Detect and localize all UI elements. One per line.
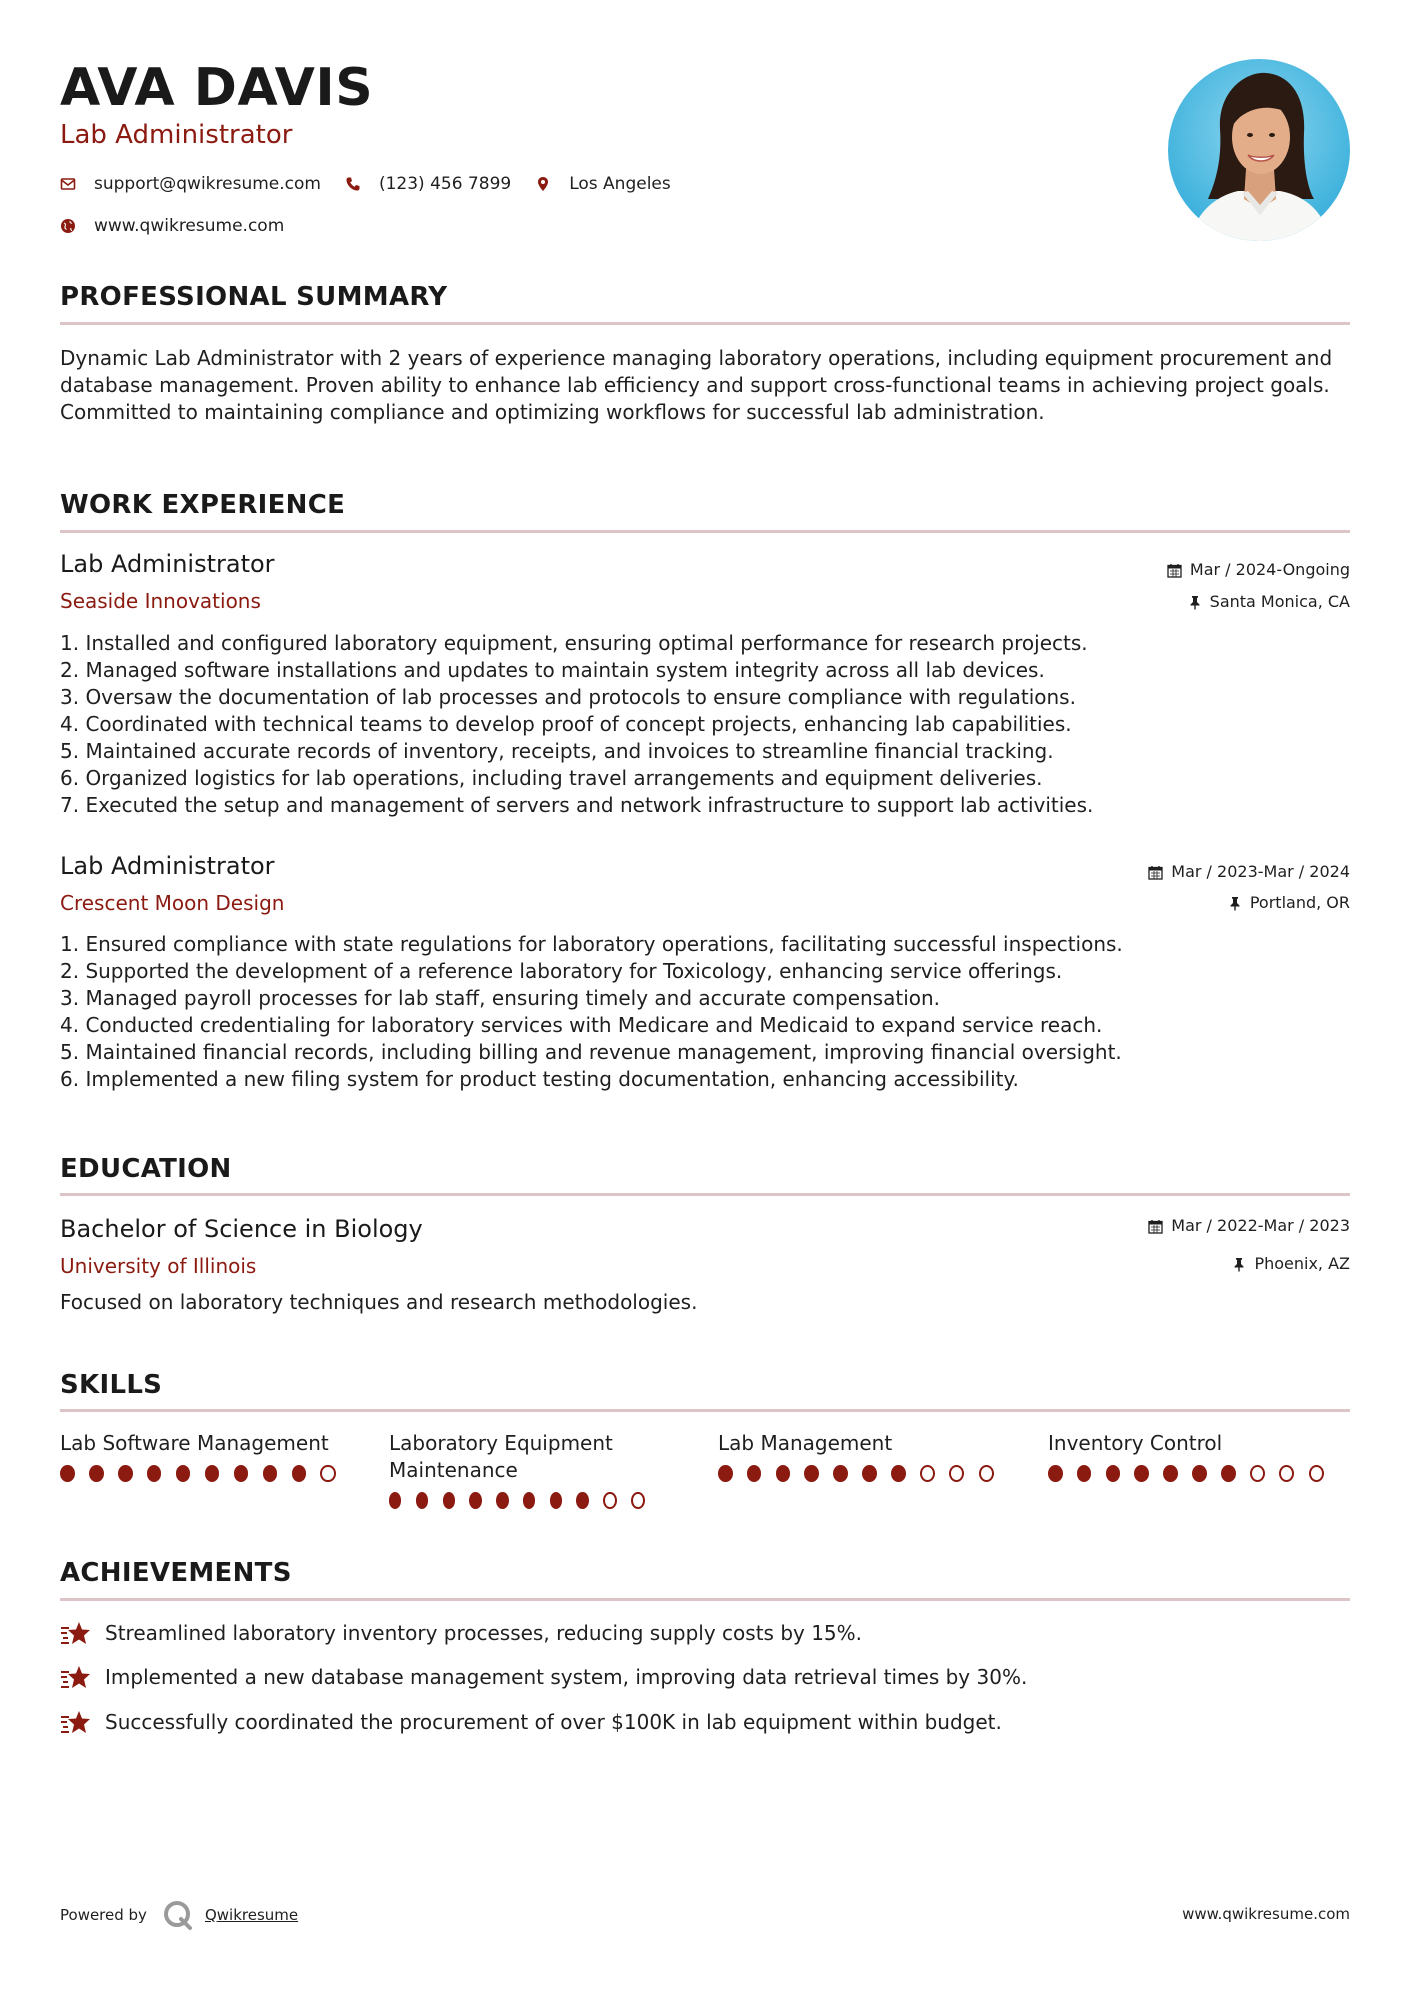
powered-by-text: Powered by: [60, 1906, 147, 1924]
rating-dot-filled: [550, 1492, 562, 1509]
list-item: 1. Installed and configured laboratory equipment, ensuring optimal performance for research projects.: [60, 631, 1088, 655]
achievement-item: [60, 1709, 1002, 1736]
rating-dot-filled: [176, 1465, 191, 1482]
skill-name: Lab Management: [718, 1431, 893, 1455]
rating-dot-filled: [389, 1492, 401, 1509]
list-item: 3. Managed payroll processes for lab staff, ensuring timely and accurate compensation.: [60, 986, 941, 1010]
education-dates: [1148, 1216, 1350, 1236]
job-dates-text: Mar / 2023-Mar / 2024: [1171, 862, 1350, 881]
qwikresume-link[interactable]: Qwikresume: [204, 1906, 299, 1924]
rating-dot-empty: [631, 1492, 645, 1509]
rating-dot-filled: [718, 1465, 733, 1482]
rating-dot-filled: [234, 1465, 249, 1482]
job-dates: [1148, 862, 1350, 882]
rating-dot-filled: [1106, 1465, 1121, 1482]
contact-location: [535, 174, 671, 194]
rating-dot-empty: [603, 1492, 617, 1509]
list-item: 4. Coordinated with technical teams to develop proof of concept projects, enhancing lab capabilities.: [60, 712, 1072, 736]
profile-photo: [1168, 59, 1350, 241]
contact-row: [60, 174, 695, 194]
degree-title: Bachelor of Science in Biology: [60, 1215, 423, 1243]
phone-icon: [345, 176, 361, 192]
experience-divider: [60, 530, 1350, 533]
rating-dot-empty: [1279, 1465, 1294, 1482]
education-description: Focused on laboratory techniques and research methodologies.: [60, 1290, 698, 1314]
rating-dot-filled: [804, 1465, 819, 1482]
list-item: 1. Ensured compliance with state regulations for laboratory operations, facilitating successful inspections.: [60, 932, 1123, 956]
skill-rating: [389, 1492, 659, 1509]
candidate-role: Lab Administrator: [60, 120, 293, 150]
education-location: [1232, 1254, 1350, 1274]
education-location-text: Phoenix, AZ: [1254, 1254, 1350, 1273]
skills-heading: SKILLS: [60, 1370, 163, 1400]
achievements-heading: ACHIEVEMENTS: [60, 1558, 292, 1588]
contact-row-website: [60, 216, 308, 236]
summary-heading: PROFESSIONAL SUMMARY: [60, 282, 448, 312]
list-item: 6. Organized logistics for lab operations, including travel arrangements and equipment deliveries.: [60, 766, 1043, 790]
job-bullets: [60, 931, 1350, 1093]
rating-dot-filled: [147, 1465, 162, 1482]
job-location: [1228, 893, 1350, 913]
list-item: 5. Maintained financial records, including billing and revenue management, improving financial oversight.: [60, 1040, 1122, 1064]
rating-dot-filled: [833, 1465, 848, 1482]
rating-dot-empty: [979, 1465, 994, 1482]
candidate-name: AVA DAVIS: [60, 58, 374, 118]
footer-powered-by: [60, 1898, 298, 1932]
list-item: 7. Executed the setup and management of servers and network infrastructure to support lab activities.: [60, 793, 1094, 817]
job-location: [1188, 592, 1350, 612]
website-text: www.qwikresume.com: [94, 216, 285, 236]
summary-text: Dynamic Lab Administrator with 2 years of experience managing laboratory operations, including equipment procurement and database management. Proven ability to enhance lab efficiency and support cross-functional teams in achieving project goals. Committed to maintaining compliance and optimizing workflows for successful lab administration.: [60, 346, 1333, 424]
summary-divider: [60, 322, 1350, 325]
rating-dot-filled: [1163, 1465, 1178, 1482]
rating-dot-empty: [949, 1465, 964, 1482]
qwikresume-logo-icon: [161, 1898, 195, 1932]
pushpin-icon: [1188, 595, 1202, 610]
rating-dot-filled: [776, 1465, 791, 1482]
rating-dot-filled: [576, 1492, 588, 1509]
star-badge-icon: [60, 1709, 91, 1736]
education-heading: EDUCATION: [60, 1154, 232, 1184]
job-title: Lab Administrator: [60, 550, 275, 578]
skill-rating: [60, 1465, 350, 1482]
rating-dot-empty: [1250, 1465, 1265, 1482]
skill-rating: [718, 1465, 1008, 1482]
skill-name: Laboratory Equipment Maintenance: [389, 1431, 613, 1482]
rating-dot-filled: [862, 1465, 877, 1482]
rating-dot-empty: [1309, 1465, 1324, 1482]
phone-text: (123) 456 7899: [378, 174, 512, 194]
job-company: Seaside Innovations: [60, 589, 261, 613]
rating-dot-filled: [205, 1465, 220, 1482]
education-dates-text: Mar / 2022-Mar / 2023: [1171, 1216, 1350, 1235]
rating-dot-filled: [292, 1465, 307, 1482]
achievement-item: [60, 1620, 862, 1647]
achievement-text: Successfully coordinated the procurement of over $100K in lab equipment within budget.: [105, 1710, 1002, 1734]
pushpin-icon: [1228, 896, 1242, 911]
calendar-icon: [1167, 563, 1182, 578]
rating-dot-filled: [118, 1465, 133, 1482]
skill-item: [389, 1430, 659, 1509]
calendar-icon: [1148, 1219, 1163, 1234]
education-divider: [60, 1193, 1350, 1196]
achievement-item: [60, 1664, 1027, 1691]
rating-dot-filled: [89, 1465, 104, 1482]
calendar-icon: [1148, 865, 1163, 880]
location-text: Los Angeles: [569, 174, 671, 194]
list-item: 3. Oversaw the documentation of lab processes and protocols to ensure compliance with regulations.: [60, 685, 1076, 709]
list-item: 4. Conducted credentialing for laboratory services with Medicare and Medicaid to expand service reach.: [60, 1013, 1103, 1037]
job-company: Crescent Moon Design: [60, 891, 285, 915]
skill-rating: [1048, 1465, 1338, 1482]
contact-phone[interactable]: [345, 174, 511, 194]
achievement-text: Implemented a new database management system, improving data retrieval times by 30%.: [105, 1665, 1028, 1689]
skill-item: [718, 1430, 1008, 1482]
map-pin-icon: [535, 176, 551, 192]
contact-website[interactable]: [60, 216, 284, 236]
contact-email[interactable]: [60, 174, 321, 194]
job-bullets: [60, 630, 1350, 819]
rating-dot-filled: [416, 1492, 428, 1509]
rating-dot-filled: [747, 1465, 762, 1482]
achievement-text: Streamlined laboratory inventory processes, reducing supply costs by 15%.: [105, 1621, 863, 1645]
skill-item: [60, 1430, 350, 1482]
list-item: 6. Implemented a new filing system for product testing documentation, enhancing accessibility.: [60, 1067, 1019, 1091]
school-name: University of Illinois: [60, 1254, 257, 1278]
rating-dot-filled: [891, 1465, 906, 1482]
email-text: support@qwikresume.com: [94, 174, 321, 194]
rating-dot-empty: [320, 1465, 335, 1482]
job-title: Lab Administrator: [60, 852, 275, 880]
rating-dot-filled: [523, 1492, 535, 1509]
rating-dot-filled: [1221, 1465, 1236, 1482]
job-dates: [1167, 560, 1350, 580]
skill-item: [1048, 1430, 1338, 1482]
skill-name: Lab Software Management: [60, 1431, 329, 1455]
rating-dot-filled: [443, 1492, 455, 1509]
footer-website[interactable]: www.qwikresume.com: [1182, 1905, 1350, 1923]
job-location-text: Santa Monica, CA: [1209, 592, 1350, 611]
envelope-icon: [60, 176, 76, 192]
list-item: 2. Supported the development of a reference laboratory for Toxicology, enhancing service offerings.: [60, 959, 1063, 983]
rating-dot-filled: [60, 1465, 75, 1482]
star-badge-icon: [60, 1620, 91, 1647]
skills-divider: [60, 1409, 1350, 1412]
rating-dot-filled: [496, 1492, 508, 1509]
rating-dot-empty: [920, 1465, 935, 1482]
job-location-text: Portland, OR: [1249, 893, 1350, 912]
list-item: 2. Managed software installations and updates to maintain system integrity across all lab devices.: [60, 658, 1045, 682]
rating-dot-filled: [1134, 1465, 1149, 1482]
skill-name: Inventory Control: [1048, 1431, 1223, 1455]
experience-heading: WORK EXPERIENCE: [60, 490, 346, 520]
job-dates-text: Mar / 2024-Ongoing: [1189, 560, 1350, 579]
rating-dot-filled: [1192, 1465, 1207, 1482]
rating-dot-filled: [469, 1492, 481, 1509]
list-item: 5. Maintained accurate records of inventory, receipts, and invoices to streamline financial tracking.: [60, 739, 1054, 763]
pushpin-icon: [1232, 1257, 1246, 1272]
achievements-divider: [60, 1598, 1350, 1601]
rating-dot-filled: [263, 1465, 278, 1482]
globe-icon: [60, 218, 76, 234]
rating-dot-filled: [1077, 1465, 1092, 1482]
star-badge-icon: [60, 1664, 91, 1691]
rating-dot-filled: [1048, 1465, 1063, 1482]
